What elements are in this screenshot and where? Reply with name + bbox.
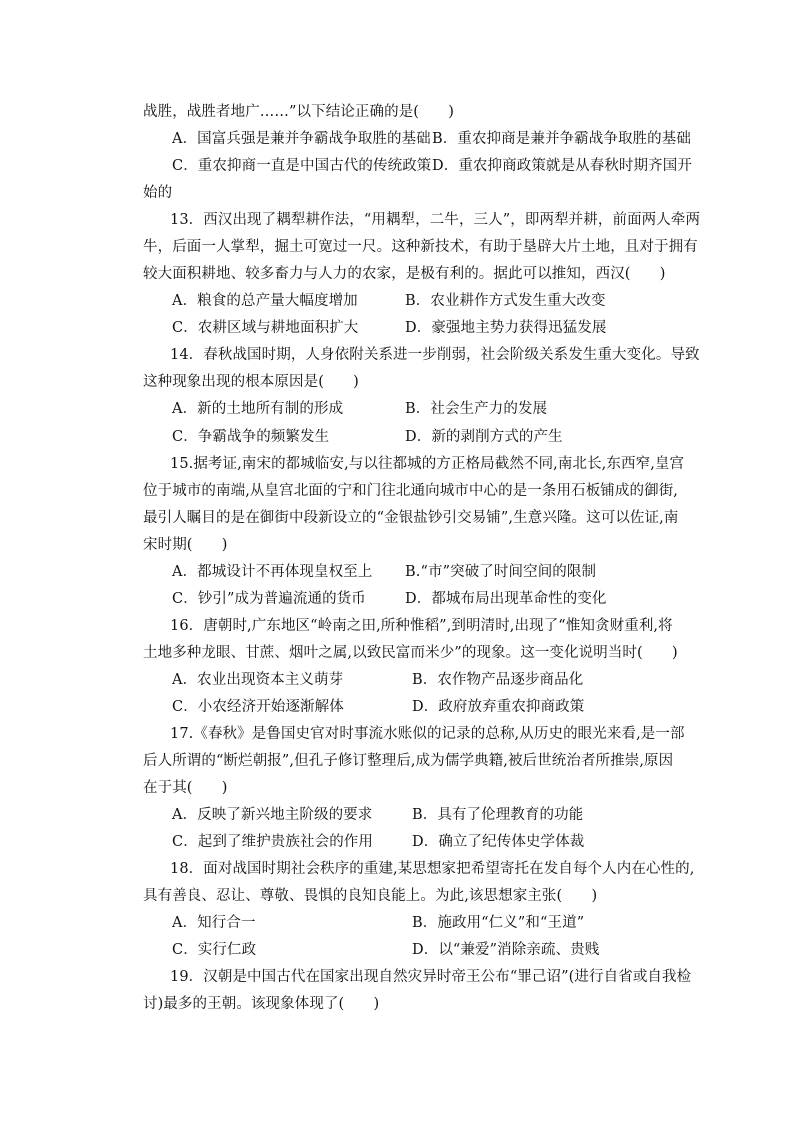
q12-option-d: D．重农抑商政策就是从春秋时期齐国开 (432, 158, 692, 174)
q15-option-b: B.“市”突破了时间空间的限制 (405, 564, 597, 580)
q15-stem-line-4: 宋时期( ) (143, 537, 228, 553)
q13-stem-line-2: 牛，后面一人掌犁，掘土可宽过一尺。这种新技术，有助于垦辟大片土地，且对于拥有 (143, 239, 698, 255)
q15-option-c: C．钞引”成为普遍流通的货币 (172, 591, 366, 607)
q12-stem-tail: 战胜，战胜者地广……”以下结论正确的是( ) (143, 104, 455, 120)
q16-stem-line-2: 土地多种龙眼、甘蔗、烟叶之属,以致民富而米少”的现象。这一变化说明当时( ) (143, 645, 678, 661)
q13-option-a: A．粮食的总产量大幅度增加 (172, 293, 358, 309)
q18-stem-line-2: 具有善良、忍让、尊敬、畏惧的良知良能上。为此,该思想家主张( ) (143, 888, 598, 904)
q17-option-b: B．具有了伦理教育的功能 (412, 807, 584, 823)
q14-option-d: D．新的剥削方式的产生 (405, 429, 563, 445)
q13-option-c: C．农耕区域与耕地面积扩大 (172, 320, 359, 336)
q13-stem-line-1: 13．西汉出现了耦犁耕作法，“用耦犁，二牛，三人”，即两犁并耕，前面两人牵两 (170, 212, 701, 228)
q16-option-c: C．小农经济开始逐渐解体 (172, 699, 344, 715)
q13-stem-line-3: 较大面积耕地、较多畜力与人力的农家，是极有利的。据此可以推知，西汉( ) (143, 266, 666, 282)
q16-option-a: A．农业出现资本主义萌芽 (172, 672, 344, 688)
q12-option-c: C．重农抑商一直是中国古代的传统政策 (172, 158, 432, 174)
q16-option-d: D．政府放弃重农抑商政策 (412, 699, 585, 715)
q14-stem-line-1: 14．春秋战国时期，人身依附关系进一步削弱，社会阶级关系发生重大变化。导致 (170, 347, 700, 363)
q18-option-c: C．实行仁政 (172, 942, 257, 958)
q14-option-b: B．社会生产力的发展 (405, 401, 548, 417)
q16-stem-line-1: 16．唐朝时,广东地区“岭南之田,所种惟稻”,到明清时,出现了“惟知贪财重利,将 (170, 618, 673, 634)
q15-stem-line-2: 位于城市的南端,从皇宫北面的宁和门往北通向城市中心的是一条用石板铺成的御街, (143, 483, 679, 499)
q17-stem-line-3: 在于其( ) (143, 780, 228, 796)
q14-option-a: A．新的土地所有制的形成 (172, 401, 344, 417)
q18-option-d: D．以“兼爱”消除亲疏、贵贱 (412, 942, 600, 958)
q18-option-a: A．知行合一 (172, 915, 256, 931)
q18-option-b: B．施政用“仁义”和“王道” (412, 915, 585, 931)
q12-option-d-continued: 始的 (143, 185, 173, 201)
q15-stem-line-3: 最引人瞩目的是在御街中段新设立的“金银盐钞引交易铺”,生意兴隆。这可以佐证,南 (143, 510, 679, 526)
q19-stem-line-2: 讨)最多的王朝。该现象体现了( ) (143, 996, 380, 1012)
q12-option-b: B．重农抑商是兼并争霸战争取胜的基础 (432, 131, 691, 147)
q15-option-d: D．都城布局出现革命性的变化 (405, 591, 607, 607)
q17-stem-line-1: 17.《春秋》是鲁国史官对时事流水账似的记录的总称,从历史的眼光来看,是一部 (170, 726, 685, 742)
q16-option-b: B．农作物产品逐步商品化 (412, 672, 584, 688)
q14-option-c: C．争霸战争的频繁发生 (172, 429, 330, 445)
q13-option-d: D．豪强地主势力获得迅猛发展 (405, 320, 607, 336)
q14-stem-line-2: 这种现象出现的根本原因是( ) (143, 374, 359, 390)
q15-option-a: A．都城设计不再体现皇权至上 (172, 564, 373, 580)
q17-stem-line-2: 后人所谓的“断烂朝报”,但孔子修订整理后,成为儒学典籍,被后世统治者所推崇,原因 (143, 753, 674, 769)
q12-option-a: A．国富兵强是兼并争霸战争取胜的基础 (172, 131, 431, 147)
q17-option-a: A．反映了新兴地主阶级的要求 (172, 807, 373, 823)
q17-option-d: D．确立了纪传体史学体裁 (412, 834, 585, 850)
q13-option-b: B．农业耕作方式发生重大改变 (405, 293, 606, 309)
q19-stem-line-1: 19．汉朝是中国古代在国家出现自然灾异时帝王公布“罪己诏”(进行自省或自我检 (170, 969, 692, 985)
q18-stem-line-1: 18．面对战国时期社会秩序的重建,某思想家把希望寄托在发自每个人内在心性的, (170, 861, 695, 877)
q15-stem-line-1: 15.据考证,南宋的都城临安,与以往都城的方正格局截然不同,南北长,东西窄,皇宫 (170, 456, 685, 472)
q17-option-c: C．起到了维护贵族社会的作用 (172, 834, 373, 850)
